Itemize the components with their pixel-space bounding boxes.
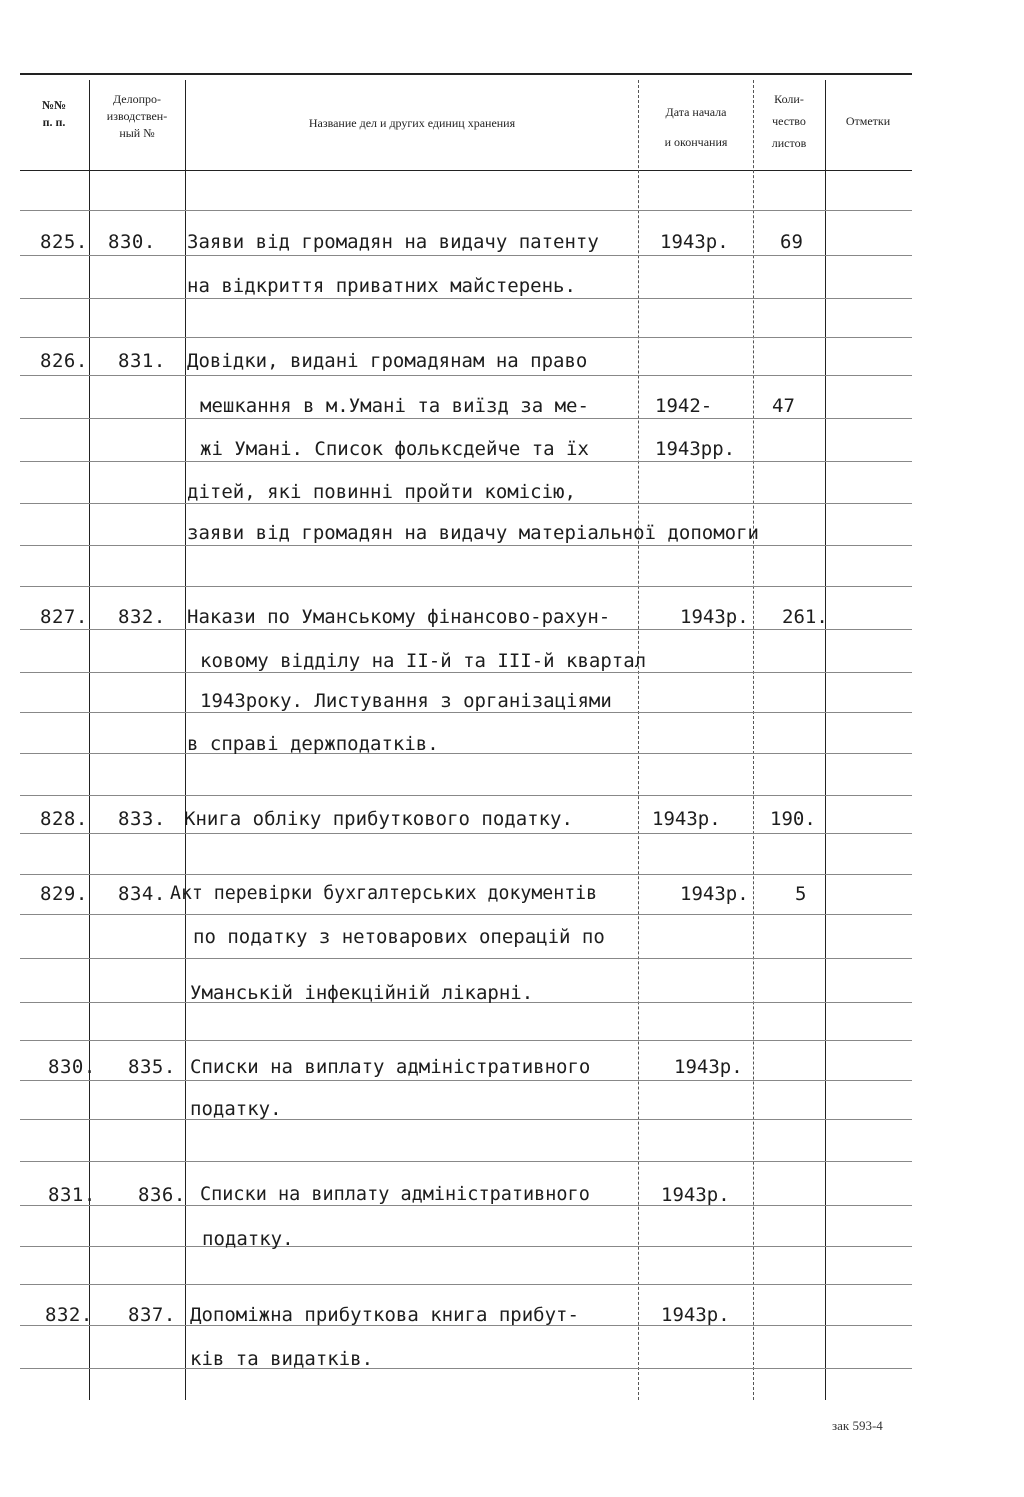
- entry-title-line: ковому відділу на II-й та III-й квартал: [200, 650, 647, 672]
- ruled-line: [20, 712, 912, 713]
- entry-title-line: Заяви від громадян на видачу патенту: [187, 231, 599, 253]
- entry-title-line: податку.: [190, 1098, 282, 1120]
- column-divider: [638, 80, 639, 1400]
- entry-title-line: в справі держподатків.: [187, 733, 439, 755]
- ruled-line: [20, 461, 912, 462]
- ruled-line: [20, 586, 912, 587]
- print-order-mark: зак 593-4: [832, 1418, 883, 1433]
- entry-number: 826.: [40, 350, 88, 372]
- case-number: 835.: [128, 1056, 176, 1078]
- entry-number: 825.: [40, 231, 88, 253]
- ruled-line: [20, 1080, 912, 1081]
- entry-date: 1943р.: [660, 231, 729, 253]
- entry-sheet-count: 5: [795, 883, 807, 905]
- entry-sheet-count: 69: [780, 231, 803, 253]
- entry-title-line: податку.: [202, 1228, 294, 1250]
- entry-title-line: Списки на виплату адміністративного: [190, 1056, 591, 1078]
- ruled-line: [20, 629, 912, 630]
- entry-date: 1943р.: [674, 1056, 743, 1078]
- ruled-line: [20, 1161, 912, 1162]
- ruled-line: [20, 1284, 912, 1285]
- entry-title-line: на відкриття приватних майстерень.: [187, 275, 576, 297]
- ruled-line: [20, 795, 912, 796]
- entry-sheet-count: 190.: [770, 808, 816, 830]
- case-number: 830.: [108, 231, 156, 253]
- ruled-line: [20, 914, 912, 915]
- header-col-dates: Дата начала и окончания: [664, 105, 728, 149]
- ruled-line: [20, 337, 912, 338]
- case-number: 834.: [118, 883, 166, 905]
- ruled-line: [20, 874, 912, 875]
- entry-date: 1943р.: [661, 1184, 730, 1206]
- ruled-line: [20, 833, 912, 834]
- entry-number: 831.: [48, 1184, 96, 1206]
- entry-title-line: жі Умані. Список фольксдейче та їх: [200, 438, 589, 460]
- entry-title-line: Списки на виплату адміністративного: [200, 1184, 590, 1205]
- case-number: 832.: [118, 606, 166, 628]
- entry-title-line: заяви від громадян на видачу матеріальної допомоги: [187, 522, 759, 544]
- entry-title-line: Накази по Уманському фінансово-рахун-: [187, 606, 611, 628]
- ruled-line: [20, 375, 912, 376]
- case-number: 831.: [118, 350, 166, 372]
- column-divider: [825, 80, 826, 1400]
- entry-sheet-count: 47: [772, 395, 795, 417]
- entry-title-line: мешкання в м.Умані та виїзд за ме-: [200, 395, 589, 417]
- ruled-line: [20, 503, 912, 504]
- ruled-line: [20, 958, 912, 959]
- ruled-line: [20, 1246, 912, 1247]
- header-col-case: Делопро- изводствен- ный №: [106, 92, 168, 140]
- entry-date: 1943р.: [680, 883, 749, 905]
- ruled-line: [20, 672, 912, 673]
- header-col-notes: Отметки: [845, 114, 891, 128]
- entry-number: 832.: [45, 1304, 93, 1326]
- entry-title-line: Уманській інфекційній лікарні.: [190, 982, 534, 1004]
- entry-title-line: Довідки, видані громадянам на право: [187, 350, 588, 372]
- entry-date: 1943р.: [661, 1304, 730, 1326]
- entry-title-line: ків та видатків.: [190, 1348, 374, 1370]
- entry-date: 1943рр.: [655, 438, 736, 460]
- entry-number: 830.: [48, 1056, 96, 1078]
- entry-number: 827.: [40, 606, 88, 628]
- case-number: 833.: [118, 808, 166, 830]
- ruled-line: [20, 1040, 912, 1041]
- entry-sheet-count: 261.: [782, 606, 828, 628]
- entry-title-line: дітей, які повинні пройти комісію,: [187, 481, 576, 503]
- ruled-line: [20, 1368, 912, 1369]
- case-number: 836.: [138, 1184, 186, 1206]
- ruled-line: [20, 753, 912, 754]
- ruled-line: [20, 418, 912, 419]
- case-number: 837.: [128, 1304, 176, 1326]
- entry-date: 1943р.: [652, 808, 721, 830]
- header-col-count: Коли- чество листов: [771, 92, 807, 150]
- entry-number: 829.: [40, 883, 88, 905]
- entry-title-line: 1943року. Листування з організаціями: [200, 690, 612, 712]
- header-bottom-border: [20, 170, 912, 171]
- column-divider: [753, 80, 754, 1400]
- ruled-line: [20, 1119, 912, 1120]
- ruled-line: [20, 210, 912, 211]
- header-col-title: Название дел и других единиц хранения: [308, 116, 516, 130]
- entry-date: 1943р.: [680, 606, 749, 628]
- entry-date: 1942-: [655, 395, 713, 417]
- entry-title-line: Акт перевірки бухгалтерських документів: [170, 883, 598, 904]
- table-top-border: [20, 73, 912, 75]
- entry-title-line: по податку з нетоварових операцій по: [193, 926, 605, 948]
- entry-title-line: Допоміжна прибуткова книга прибут-: [190, 1304, 579, 1326]
- entry-title-line: Книга обліку прибуткового податку.: [184, 808, 573, 830]
- header-col-no: №№ п. п.: [41, 98, 67, 129]
- ruled-line: [20, 298, 912, 299]
- entry-number: 828.: [40, 808, 88, 830]
- ruled-line: [20, 255, 912, 256]
- ruled-line: [20, 545, 912, 546]
